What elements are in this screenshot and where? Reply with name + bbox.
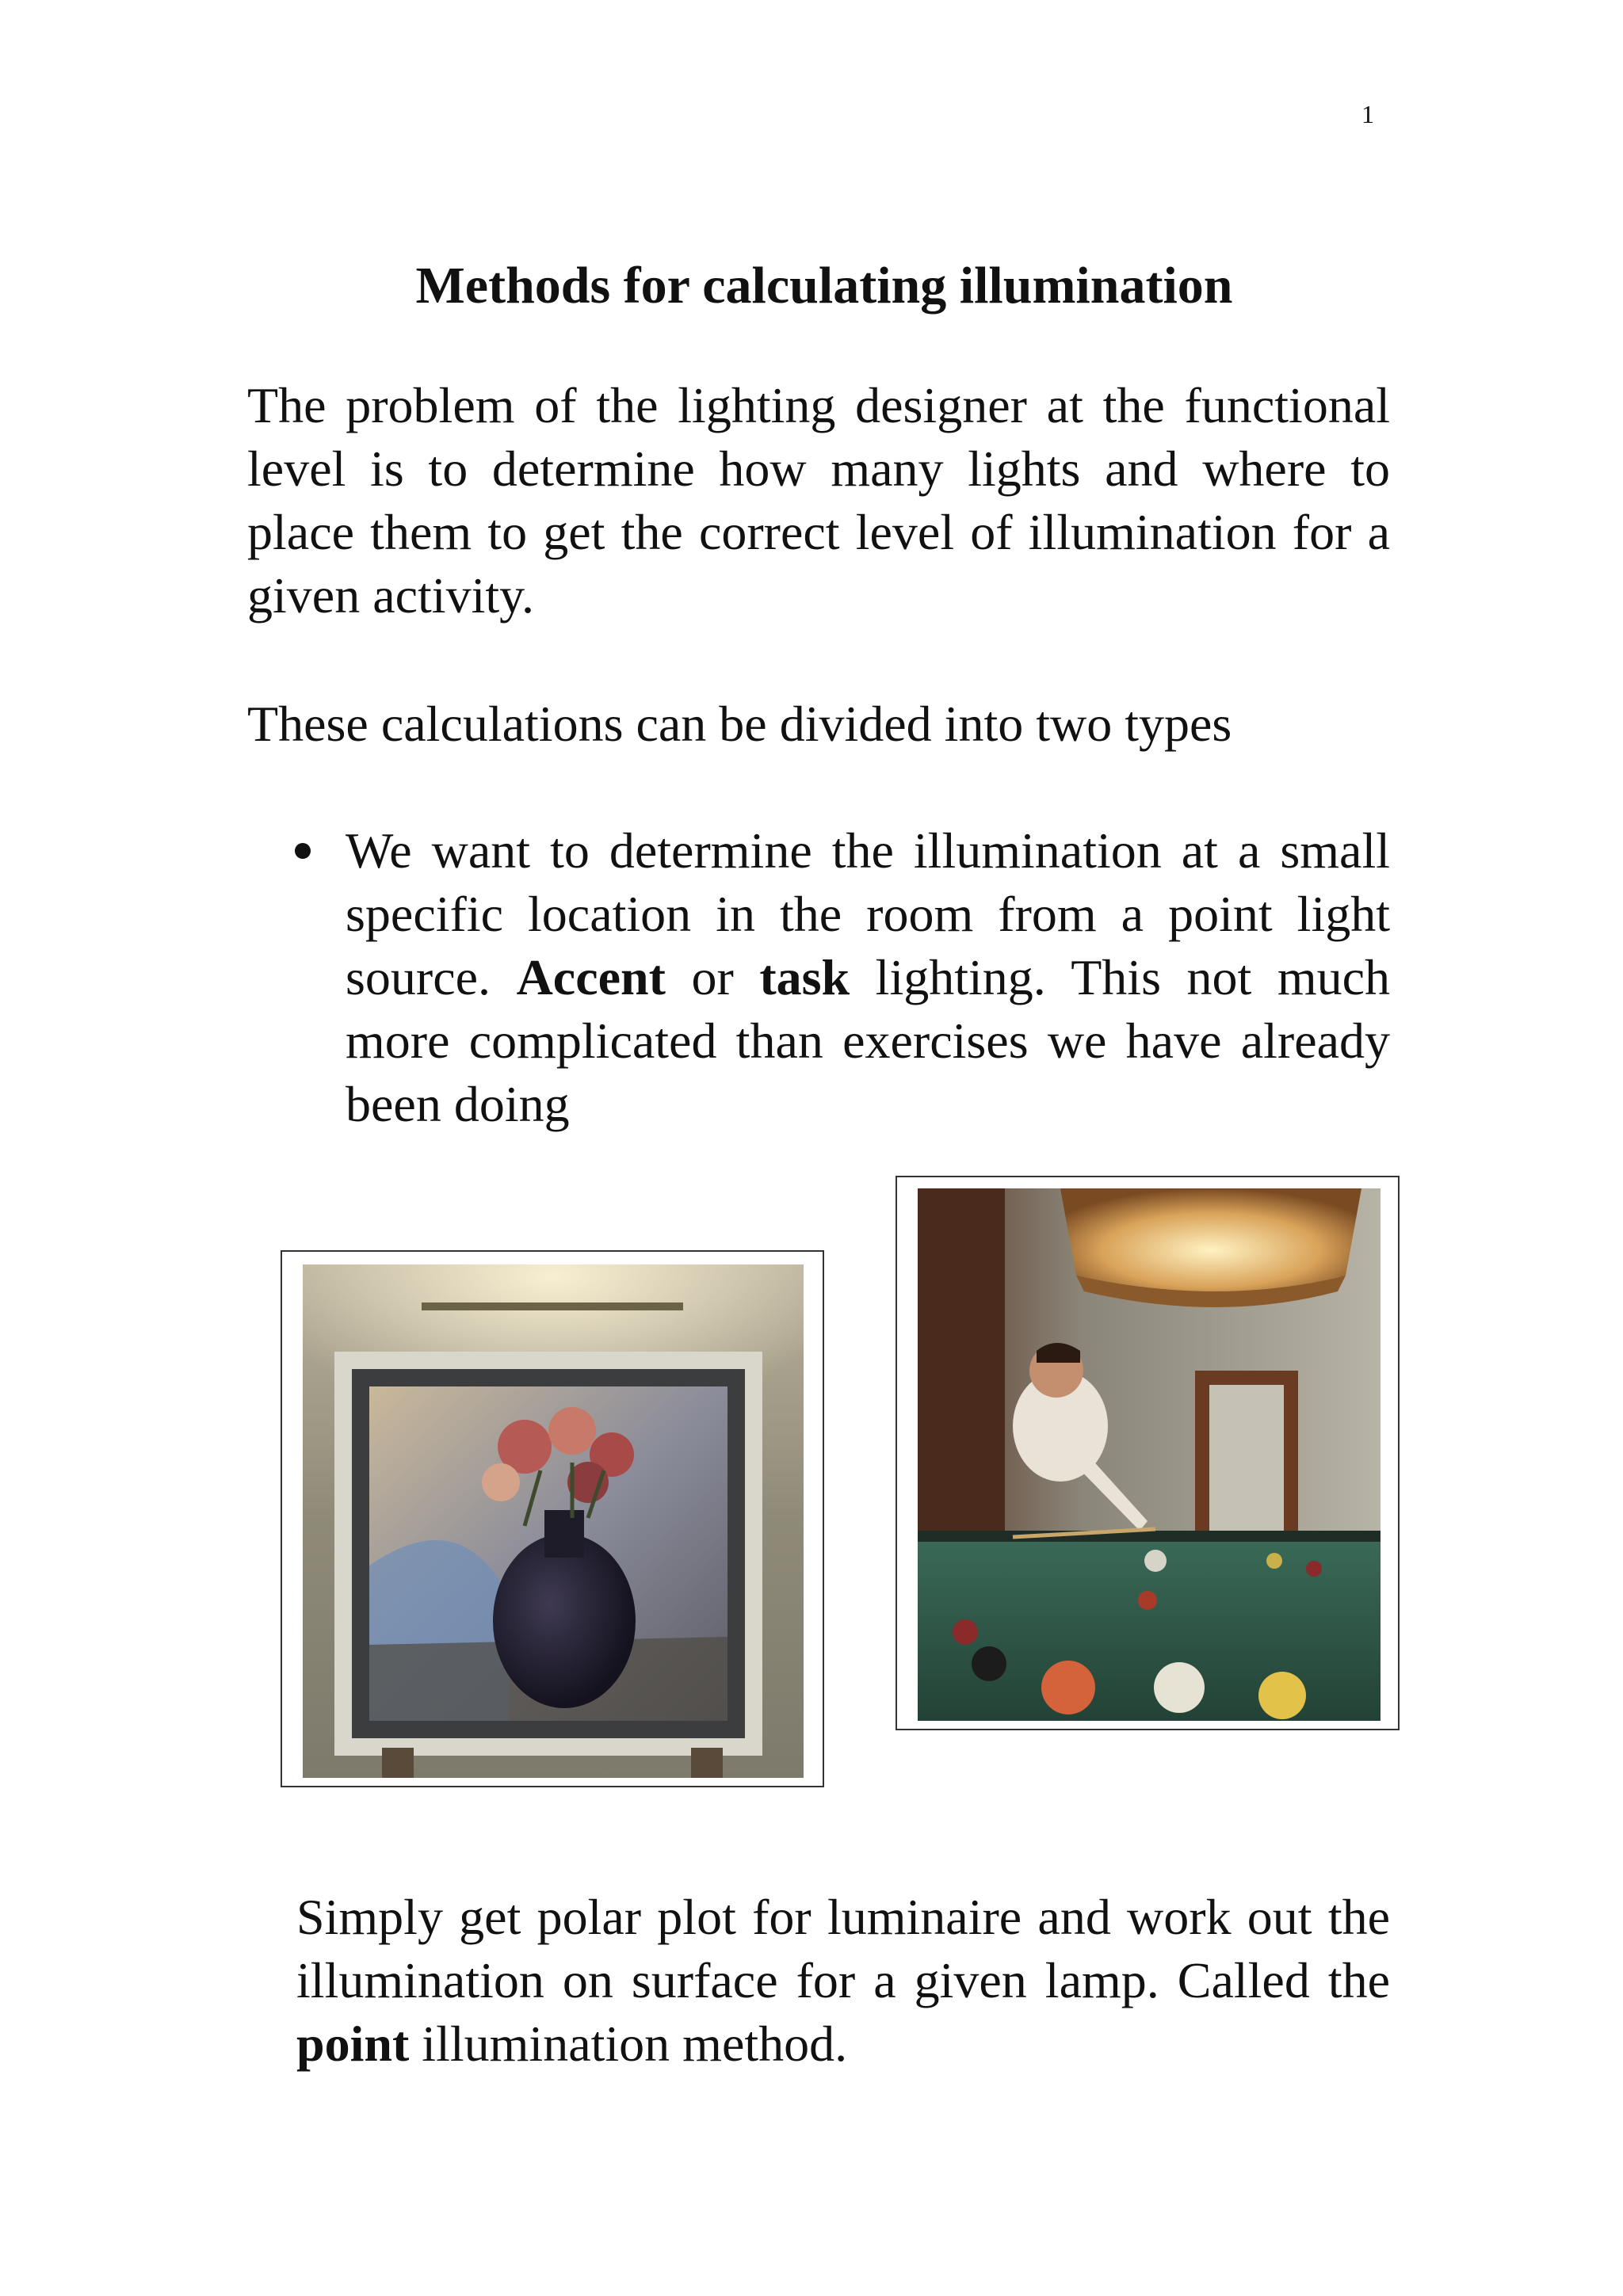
- bullet-bold-accent: Accent: [516, 949, 666, 1005]
- summary-text-before: Simply get polar plot for luminaire and work out the illumination on surface for a given lamp. Called the: [296, 1889, 1390, 2008]
- billiards-photo-icon: [918, 1188, 1381, 1721]
- bullet-text-after: lighting. This not much more complicated than exercises we have already been doing: [346, 949, 1391, 1132]
- painting-photo: [303, 1264, 804, 1778]
- bullet-text-middle: or: [665, 949, 760, 1005]
- page-number: 1: [1361, 100, 1374, 128]
- painting-photo-icon: [303, 1264, 804, 1778]
- page-title: [0, 250, 1623, 322]
- painting-photo-frame: [281, 1250, 824, 1787]
- summary-paragraph: [296, 1886, 1390, 2076]
- summary-text-after: illumination method.: [409, 2016, 848, 2072]
- bullet-icon: [295, 843, 311, 859]
- calculation-types-list: [247, 819, 1390, 1136]
- billiards-photo: [918, 1188, 1381, 1721]
- list-item: [247, 819, 1390, 1136]
- page-title-text: Methods for calculating illumination: [415, 257, 1233, 315]
- intro-text: The problem of the lighting designer at the functional level is to determine how many lights and where to place them to get the correct level of illumination for a given activity.: [247, 377, 1390, 624]
- summary-bold-point: point: [296, 2016, 410, 2072]
- bullet-bold-task: task: [759, 949, 850, 1005]
- intro-paragraph: [247, 374, 1390, 627]
- types-intro-text: These calculations can be divided into two types: [247, 696, 1232, 752]
- types-intro-paragraph: [247, 692, 1390, 756]
- bullet-text-before: We want to determine the illumination at a small specific location in the room from a point light source.: [346, 822, 1390, 1005]
- billiards-photo-frame: [896, 1176, 1400, 1730]
